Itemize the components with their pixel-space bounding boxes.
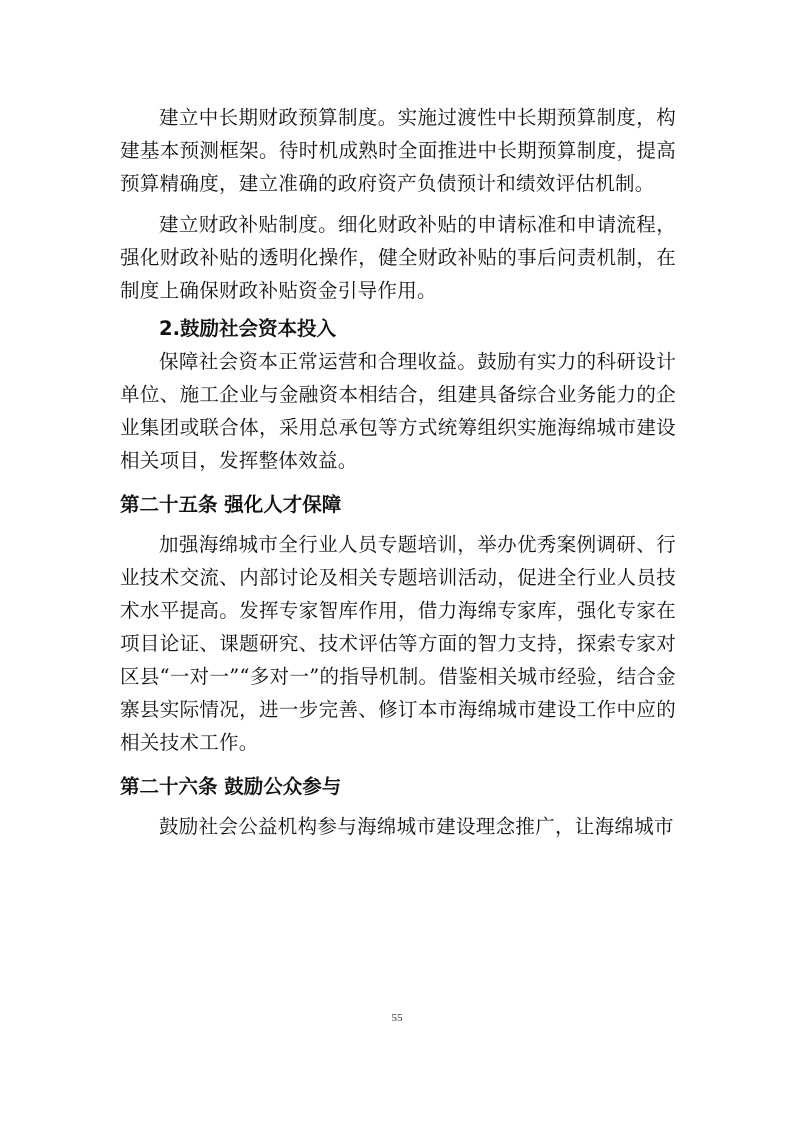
article-heading-25: 第二十五条 强化人才保障 xyxy=(120,493,342,516)
page-number: 55 xyxy=(391,1012,403,1024)
paragraph-public-participation: 鼓励社会公益机构参与海绵城市建设理念推广，让海绵城市 xyxy=(159,815,674,838)
article-heading-26: 第二十六条 鼓励公众参与 xyxy=(120,775,342,798)
subheading-social-capital: 2.鼓励社会资本投入 xyxy=(159,317,336,340)
paragraph-budget-system: 建立中长期财政预算制度。实施过渡性中长期预算制度，构建基本预测框架。待时机成熟时全面推进中长期预算制度，提高预算精确度，建立准确的政府资产负债预计和绩效评估机制。 xyxy=(120,106,676,195)
paragraph-talent: 加强海绵城市全行业人员专题培训，举办优秀案例调研、行业技术交流、内部讨论及相关专题培训活动，促进全行业人员技术水平提高。发挥专家智库作用，借力海绵专家库，强化专家在项目论证、课题研究、技术评估等方面的智力支持，探索专家对区县“一对一”“多对一”的指导机制。借鉴相关城市经验，结合金寨县实际情况，进一步完善、修订本市海绵城市建设工作中应的相关技术工作。 xyxy=(120,533,676,754)
document-body xyxy=(120,101,676,843)
paragraph-subsidy-system: 建立财政补贴制度。细化财政补贴的申请标准和申请流程，强化财政补贴的透明化操作，健全财政补贴的事后问责机制，在制度上确保财政补贴资金引导作用。 xyxy=(120,213,676,302)
paragraph-social-capital: 保障社会资本正常运营和合理收益。鼓励有实力的科研设计单位、施工企业与金融资本相结合，组建具备综合业务能力的企业集团或联合体，采用总承包等方式统筹组织实施海绵城市建设相关项目，发挥整体效益。 xyxy=(120,350,676,472)
